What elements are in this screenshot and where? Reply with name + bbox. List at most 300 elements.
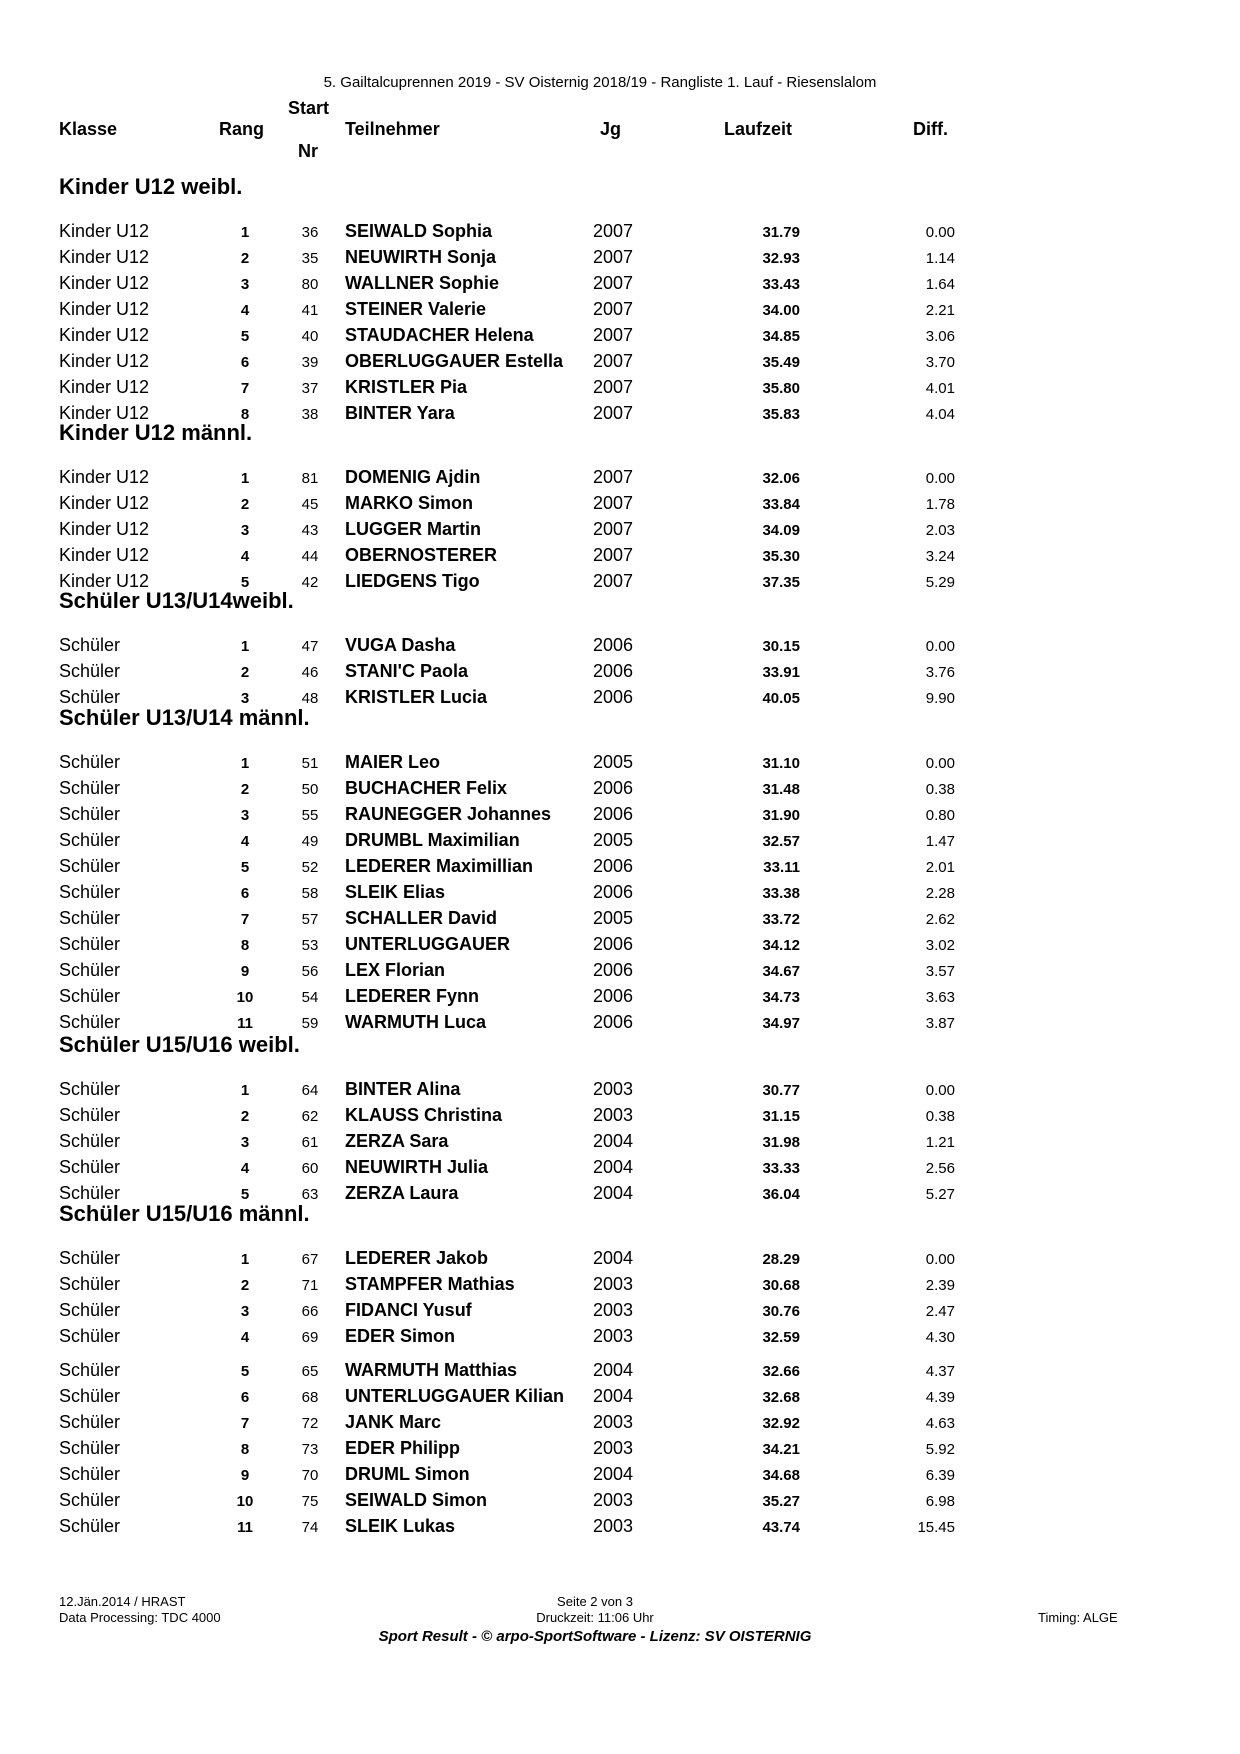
cell-teilnehmer: STAUDACHER Helena xyxy=(345,325,534,345)
cell-teilnehmer: SLEIK Lukas xyxy=(345,1516,456,1536)
cell-start-nr: 40 xyxy=(301,328,319,345)
cell-klasse: Schüler xyxy=(59,1012,121,1032)
table-row xyxy=(0,1131,1240,1155)
cell-teilnehmer: WARMUTH Matthias xyxy=(345,1360,517,1380)
section-title: Schüler U13/U14 männl. xyxy=(59,705,310,730)
cell-klasse: Schüler xyxy=(59,882,121,902)
cell-klasse: Kinder U12 xyxy=(59,493,150,513)
cell-teilnehmer: RAUNEGGER Johannes xyxy=(345,804,552,824)
cell-start-nr: 48 xyxy=(301,690,319,707)
cell-start-nr: 60 xyxy=(301,1160,319,1177)
cell-klasse: Schüler xyxy=(59,1183,121,1203)
cell-diff: 2.56 xyxy=(925,1160,955,1177)
table-row xyxy=(0,882,1240,906)
cell-teilnehmer: WARMUTH Luca xyxy=(345,1012,486,1032)
cell-teilnehmer: STEINER Valerie xyxy=(345,299,487,319)
cell-jahrgang: 2006 xyxy=(593,960,634,980)
cell-start-nr: 39 xyxy=(301,354,319,371)
cell-diff: 6.98 xyxy=(925,1493,955,1510)
cell-rang: 6 xyxy=(240,885,250,902)
cell-teilnehmer: EDER Simon xyxy=(345,1326,456,1346)
cell-start-nr: 37 xyxy=(301,380,319,397)
cell-klasse: Schüler xyxy=(59,1386,121,1406)
cell-jahrgang: 2004 xyxy=(593,1183,634,1203)
cell-diff: 4.37 xyxy=(925,1363,955,1380)
cell-jahrgang: 2007 xyxy=(593,571,634,591)
table-row xyxy=(0,830,1240,854)
cell-jahrgang: 2003 xyxy=(593,1300,634,1320)
cell-teilnehmer: DOMENIG Ajdin xyxy=(345,467,481,487)
table-row xyxy=(0,1157,1240,1181)
cell-start-nr: 46 xyxy=(301,664,319,681)
footer-print-time: Druckzeit: 11:06 Uhr xyxy=(536,1610,654,1625)
cell-diff: 0.80 xyxy=(925,807,955,824)
cell-rang: 5 xyxy=(240,1363,250,1380)
cell-laufzeit: 33.33 xyxy=(762,1160,800,1177)
cell-rang: 3 xyxy=(240,1303,250,1320)
cell-jahrgang: 2006 xyxy=(593,882,634,902)
table-row xyxy=(0,635,1240,659)
cell-klasse: Kinder U12 xyxy=(59,545,150,565)
cell-rang: 3 xyxy=(240,276,250,293)
table-row xyxy=(0,1386,1240,1410)
cell-rang: 10 xyxy=(236,1493,254,1510)
cell-klasse: Schüler xyxy=(59,687,121,707)
cell-klasse: Schüler xyxy=(59,1360,121,1380)
cell-laufzeit: 30.15 xyxy=(762,638,800,655)
cell-laufzeit: 31.90 xyxy=(762,807,800,824)
cell-klasse: Schüler xyxy=(59,1157,121,1177)
cell-klasse: Kinder U12 xyxy=(59,273,150,293)
cell-diff: 2.47 xyxy=(925,1303,955,1320)
cell-teilnehmer: KRISTLER Pia xyxy=(345,377,468,397)
cell-rang: 9 xyxy=(240,963,250,980)
cell-diff: 1.78 xyxy=(925,496,955,513)
cell-klasse: Schüler xyxy=(59,934,121,954)
table-row xyxy=(0,519,1240,543)
cell-diff: 4.39 xyxy=(925,1389,955,1406)
cell-klasse: Schüler xyxy=(59,778,121,798)
cell-klasse: Schüler xyxy=(59,908,121,928)
cell-diff: 4.63 xyxy=(925,1415,955,1432)
cell-teilnehmer: UNTERLUGGAUER xyxy=(345,934,510,954)
cell-diff: 2.03 xyxy=(925,522,955,539)
cell-rang: 6 xyxy=(240,354,250,371)
cell-jahrgang: 2006 xyxy=(593,986,634,1006)
cell-diff: 1.47 xyxy=(925,833,955,850)
cell-teilnehmer: KRISTLER Lucia xyxy=(345,687,488,707)
cell-start-nr: 47 xyxy=(301,638,319,655)
cell-start-nr: 67 xyxy=(301,1251,319,1268)
cell-laufzeit: 32.66 xyxy=(762,1363,800,1380)
cell-teilnehmer: ZERZA Sara xyxy=(345,1131,449,1151)
cell-jahrgang: 2005 xyxy=(593,752,634,772)
cell-laufzeit: 33.84 xyxy=(762,496,800,513)
cell-jahrgang: 2006 xyxy=(593,804,634,824)
footer-timing: Timing: ALGE xyxy=(1038,1610,1118,1625)
cell-teilnehmer: NEUWIRTH Sonja xyxy=(345,247,496,267)
cell-teilnehmer: JANK Marc xyxy=(345,1412,442,1432)
cell-rang: 10 xyxy=(236,989,254,1006)
cell-laufzeit: 34.09 xyxy=(762,522,800,539)
cell-klasse: Schüler xyxy=(59,960,121,980)
cell-klasse: Schüler xyxy=(59,1516,121,1536)
cell-diff: 9.90 xyxy=(925,690,955,707)
cell-teilnehmer: NEUWIRTH Julia xyxy=(345,1157,489,1177)
table-row xyxy=(0,247,1240,271)
cell-diff: 0.00 xyxy=(925,1251,955,1268)
cell-rang: 7 xyxy=(240,1415,250,1432)
cell-teilnehmer: KLAUSS Christina xyxy=(345,1105,503,1125)
table-row xyxy=(0,778,1240,802)
table-row xyxy=(0,467,1240,491)
cell-laufzeit: 35.27 xyxy=(762,1493,800,1510)
table-row xyxy=(0,1274,1240,1298)
cell-jahrgang: 2007 xyxy=(593,377,634,397)
cell-diff: 2.28 xyxy=(925,885,955,902)
cell-klasse: Kinder U12 xyxy=(59,377,150,397)
cell-teilnehmer: VUGA Dasha xyxy=(345,635,456,655)
cell-rang: 5 xyxy=(240,328,250,345)
cell-laufzeit: 31.98 xyxy=(762,1134,800,1151)
cell-diff: 2.21 xyxy=(925,302,955,319)
cell-laufzeit: 34.68 xyxy=(762,1467,800,1484)
cell-jahrgang: 2006 xyxy=(593,635,634,655)
cell-rang: 2 xyxy=(240,781,250,798)
cell-rang: 5 xyxy=(240,1186,250,1203)
cell-laufzeit: 32.59 xyxy=(762,1329,800,1346)
cell-jahrgang: 2007 xyxy=(593,545,634,565)
cell-laufzeit: 33.72 xyxy=(762,911,800,928)
cell-rang: 4 xyxy=(240,302,250,319)
cell-jahrgang: 2006 xyxy=(593,778,634,798)
cell-klasse: Schüler xyxy=(59,1326,121,1346)
header-rang: Rang xyxy=(219,119,264,139)
cell-laufzeit: 34.85 xyxy=(762,328,800,345)
cell-klasse: Schüler xyxy=(59,856,121,876)
cell-laufzeit: 30.77 xyxy=(762,1082,800,1099)
table-row xyxy=(0,1300,1240,1324)
cell-teilnehmer: MARKO Simon xyxy=(345,493,473,513)
cell-start-nr: 49 xyxy=(301,833,319,850)
cell-start-nr: 81 xyxy=(301,470,319,487)
table-row xyxy=(0,1516,1240,1540)
cell-teilnehmer: OBERLUGGAUER Estella xyxy=(345,351,564,371)
cell-start-nr: 62 xyxy=(301,1108,319,1125)
cell-rang: 4 xyxy=(240,1160,250,1177)
cell-diff: 3.02 xyxy=(925,937,955,954)
cell-teilnehmer: LEDERER Maximillian xyxy=(345,856,534,876)
cell-teilnehmer: BINTER Yara xyxy=(345,403,455,423)
cell-klasse: Schüler xyxy=(59,661,121,681)
cell-klasse: Kinder U12 xyxy=(59,325,150,345)
cell-laufzeit: 33.11 xyxy=(763,859,800,876)
cell-teilnehmer: OBERNOSTERER xyxy=(345,545,498,565)
cell-rang: 9 xyxy=(240,1467,250,1484)
cell-start-nr: 41 xyxy=(301,302,319,319)
cell-teilnehmer: LEDERER Fynn xyxy=(345,986,480,1006)
cell-diff: 4.04 xyxy=(925,406,955,423)
cell-teilnehmer: EDER Philipp xyxy=(345,1438,461,1458)
cell-teilnehmer: UNTERLUGGAUER Kilian xyxy=(345,1386,565,1406)
section-title: Schüler U15/U16 weibl. xyxy=(59,1032,300,1057)
cell-laufzeit: 34.00 xyxy=(762,302,800,319)
section-title: Kinder U12 weibl. xyxy=(59,174,243,199)
cell-jahrgang: 2004 xyxy=(593,1157,634,1177)
cell-teilnehmer: LUGGER Martin xyxy=(345,519,482,539)
cell-jahrgang: 2007 xyxy=(593,467,634,487)
cell-rang: 4 xyxy=(240,833,250,850)
cell-diff: 0.00 xyxy=(925,224,955,241)
table-row xyxy=(0,1360,1240,1384)
cell-teilnehmer: FIDANCI Yusuf xyxy=(345,1300,472,1320)
cell-teilnehmer: BUCHACHER Felix xyxy=(345,778,508,798)
cell-diff: 5.29 xyxy=(925,574,955,591)
cell-start-nr: 59 xyxy=(301,1015,319,1032)
cell-teilnehmer: SEIWALD Sophia xyxy=(345,221,493,241)
cell-start-nr: 53 xyxy=(301,937,319,954)
cell-jahrgang: 2006 xyxy=(593,687,634,707)
header-teilnehmer: Teilnehmer xyxy=(345,119,440,139)
cell-laufzeit: 28.29 xyxy=(762,1251,800,1268)
cell-rang: 5 xyxy=(240,859,250,876)
cell-laufzeit: 30.76 xyxy=(762,1303,800,1320)
table-row xyxy=(0,221,1240,245)
cell-diff: 3.87 xyxy=(925,1015,955,1032)
table-row xyxy=(0,299,1240,323)
header-jg: Jg xyxy=(600,119,622,139)
cell-laufzeit: 35.49 xyxy=(762,354,800,371)
table-row xyxy=(0,804,1240,828)
cell-klasse: Schüler xyxy=(59,635,121,655)
cell-rang: 8 xyxy=(240,406,250,423)
cell-rang: 1 xyxy=(240,638,250,655)
cell-teilnehmer: LEX Florian xyxy=(345,960,446,980)
cell-start-nr: 58 xyxy=(301,885,319,902)
cell-teilnehmer: MAIER Leo xyxy=(345,752,441,772)
table-row xyxy=(0,1248,1240,1272)
cell-diff: 2.39 xyxy=(925,1277,955,1294)
cell-teilnehmer: LEDERER Jakob xyxy=(345,1248,489,1268)
cell-jahrgang: 2007 xyxy=(593,493,634,513)
cell-klasse: Kinder U12 xyxy=(59,299,150,319)
header-nr: Nr xyxy=(298,141,319,161)
cell-rang: 5 xyxy=(240,574,250,591)
cell-laufzeit: 30.68 xyxy=(762,1277,800,1294)
cell-teilnehmer: STANI'C Paola xyxy=(345,661,468,681)
cell-teilnehmer: SLEIK Elias xyxy=(345,882,446,902)
cell-diff: 2.01 xyxy=(925,859,955,876)
cell-teilnehmer: DRUML Simon xyxy=(345,1464,470,1484)
cell-diff: 3.57 xyxy=(925,963,955,980)
cell-klasse: Schüler xyxy=(59,1464,121,1484)
table-row xyxy=(0,752,1240,776)
cell-diff: 0.00 xyxy=(925,755,955,772)
cell-diff: 2.62 xyxy=(925,911,955,928)
cell-jahrgang: 2007 xyxy=(593,519,634,539)
cell-diff: 0.00 xyxy=(925,638,955,655)
cell-rang: 3 xyxy=(240,522,250,539)
footer-processing: Data Processing: TDC 4000 xyxy=(59,1610,221,1625)
cell-start-nr: 66 xyxy=(301,1303,319,1320)
cell-rang: 4 xyxy=(240,1329,250,1346)
cell-jahrgang: 2006 xyxy=(593,856,634,876)
cell-jahrgang: 2004 xyxy=(593,1360,634,1380)
cell-laufzeit: 34.21 xyxy=(762,1441,800,1458)
cell-rang: 2 xyxy=(240,664,250,681)
cell-diff: 3.24 xyxy=(925,548,955,565)
cell-diff: 4.01 xyxy=(925,380,955,397)
cell-laufzeit: 31.79 xyxy=(762,224,800,241)
cell-jahrgang: 2003 xyxy=(593,1490,634,1510)
cell-jahrgang: 2003 xyxy=(593,1326,634,1346)
document-title: 5. Gailtalcuprennen 2019 - SV Oisternig 2018/19 - Rangliste 1. Lauf - Riesenslalom xyxy=(323,74,877,91)
cell-diff: 0.00 xyxy=(925,470,955,487)
cell-diff: 1.14 xyxy=(925,250,955,267)
cell-start-nr: 54 xyxy=(301,989,319,1006)
cell-klasse: Kinder U12 xyxy=(59,403,150,423)
header-diff: Diff. xyxy=(913,119,948,139)
table-row xyxy=(0,377,1240,401)
cell-start-nr: 56 xyxy=(301,963,319,980)
cell-start-nr: 80 xyxy=(301,276,319,293)
table-row xyxy=(0,1490,1240,1514)
table-row xyxy=(0,351,1240,375)
table-row xyxy=(0,856,1240,880)
cell-start-nr: 36 xyxy=(301,224,319,241)
cell-start-nr: 71 xyxy=(301,1277,319,1294)
cell-diff: 5.92 xyxy=(925,1441,955,1458)
cell-jahrgang: 2006 xyxy=(593,1012,634,1032)
cell-klasse: Schüler xyxy=(59,1300,121,1320)
cell-jahrgang: 2007 xyxy=(593,221,634,241)
cell-diff: 6.39 xyxy=(925,1467,955,1484)
table-row xyxy=(0,1079,1240,1103)
cell-jahrgang: 2004 xyxy=(593,1464,634,1484)
cell-jahrgang: 2007 xyxy=(593,247,634,267)
table-row xyxy=(0,1438,1240,1462)
cell-jahrgang: 2003 xyxy=(593,1105,634,1125)
cell-start-nr: 44 xyxy=(301,548,319,565)
table-row xyxy=(0,273,1240,297)
cell-laufzeit: 31.48 xyxy=(762,781,800,798)
cell-jahrgang: 2004 xyxy=(593,1386,634,1406)
footer-date: 12.Jän.2014 / HRAST xyxy=(59,1594,186,1609)
cell-teilnehmer: ZERZA Laura xyxy=(345,1183,459,1203)
cell-start-nr: 42 xyxy=(301,574,319,591)
cell-laufzeit: 33.38 xyxy=(762,885,800,902)
cell-start-nr: 65 xyxy=(301,1363,319,1380)
cell-laufzeit: 32.68 xyxy=(762,1389,800,1406)
cell-jahrgang: 2003 xyxy=(593,1274,634,1294)
header-klasse: Klasse xyxy=(59,119,118,139)
cell-rang: 11 xyxy=(237,1519,253,1536)
cell-klasse: Schüler xyxy=(59,1274,121,1294)
table-row xyxy=(0,1464,1240,1488)
cell-jahrgang: 2003 xyxy=(593,1412,634,1432)
cell-start-nr: 72 xyxy=(301,1415,319,1432)
cell-start-nr: 57 xyxy=(301,911,319,928)
cell-start-nr: 70 xyxy=(301,1467,319,1484)
cell-diff: 0.00 xyxy=(925,1082,955,1099)
cell-laufzeit: 34.12 xyxy=(762,937,800,954)
cell-diff: 3.63 xyxy=(925,989,955,1006)
cell-rang: 8 xyxy=(240,1441,250,1458)
cell-start-nr: 63 xyxy=(301,1186,319,1203)
cell-laufzeit: 32.92 xyxy=(762,1415,800,1432)
cell-laufzeit: 32.06 xyxy=(762,470,800,487)
cell-jahrgang: 2005 xyxy=(593,830,634,850)
cell-start-nr: 55 xyxy=(301,807,319,824)
cell-diff: 1.21 xyxy=(925,1134,955,1151)
section-title: Schüler U15/U16 männl. xyxy=(59,1201,310,1226)
cell-jahrgang: 2003 xyxy=(593,1079,634,1099)
cell-diff: 3.06 xyxy=(925,328,955,345)
cell-start-nr: 45 xyxy=(301,496,319,513)
cell-start-nr: 74 xyxy=(301,1519,319,1536)
cell-laufzeit: 34.73 xyxy=(762,989,800,1006)
table-row xyxy=(0,1326,1240,1350)
table-row xyxy=(0,493,1240,517)
cell-klasse: Kinder U12 xyxy=(59,351,150,371)
cell-klasse: Kinder U12 xyxy=(59,247,150,267)
cell-rang: 11 xyxy=(237,1015,253,1032)
cell-klasse: Schüler xyxy=(59,1079,121,1099)
cell-rang: 3 xyxy=(240,1134,250,1151)
cell-rang: 7 xyxy=(240,911,250,928)
cell-start-nr: 43 xyxy=(301,522,319,539)
cell-diff: 1.64 xyxy=(925,276,955,293)
cell-laufzeit: 37.35 xyxy=(762,574,800,591)
table-row xyxy=(0,908,1240,932)
table-row xyxy=(0,986,1240,1010)
cell-teilnehmer: SCHALLER David xyxy=(345,908,498,928)
cell-teilnehmer: SEIWALD Simon xyxy=(345,1490,488,1510)
table-row xyxy=(0,934,1240,958)
cell-laufzeit: 31.10 xyxy=(762,755,800,772)
table-row xyxy=(0,661,1240,685)
cell-klasse: Kinder U12 xyxy=(59,571,150,591)
cell-laufzeit: 34.67 xyxy=(762,963,800,980)
cell-laufzeit: 31.15 xyxy=(762,1108,800,1125)
cell-start-nr: 35 xyxy=(301,250,319,267)
cell-jahrgang: 2004 xyxy=(593,1131,634,1151)
cell-start-nr: 69 xyxy=(301,1329,319,1346)
cell-klasse: Kinder U12 xyxy=(59,221,150,241)
cell-jahrgang: 2005 xyxy=(593,908,634,928)
table-row xyxy=(0,1105,1240,1129)
table-row xyxy=(0,1412,1240,1436)
cell-diff: 5.27 xyxy=(925,1186,955,1203)
cell-teilnehmer: STAMPFER Mathias xyxy=(345,1274,515,1294)
footer-software-license: Sport Result - © arpo-SportSoftware - Lizenz: SV OISTERNIG xyxy=(378,1628,812,1645)
cell-rang: 3 xyxy=(240,690,250,707)
cell-diff: 3.70 xyxy=(925,354,955,371)
cell-start-nr: 52 xyxy=(301,859,319,876)
cell-jahrgang: 2007 xyxy=(593,273,634,293)
cell-klasse: Kinder U12 xyxy=(59,467,150,487)
cell-klasse: Schüler xyxy=(59,1412,121,1432)
section-title: Kinder U12 männl. xyxy=(59,420,253,445)
cell-klasse: Schüler xyxy=(59,830,121,850)
cell-rang: 2 xyxy=(240,250,250,267)
cell-rang: 8 xyxy=(240,937,250,954)
cell-start-nr: 50 xyxy=(301,781,319,798)
cell-rang: 1 xyxy=(240,470,250,487)
cell-diff: 15.45 xyxy=(917,1519,955,1536)
table-row xyxy=(0,325,1240,349)
cell-laufzeit: 40.05 xyxy=(762,690,800,707)
